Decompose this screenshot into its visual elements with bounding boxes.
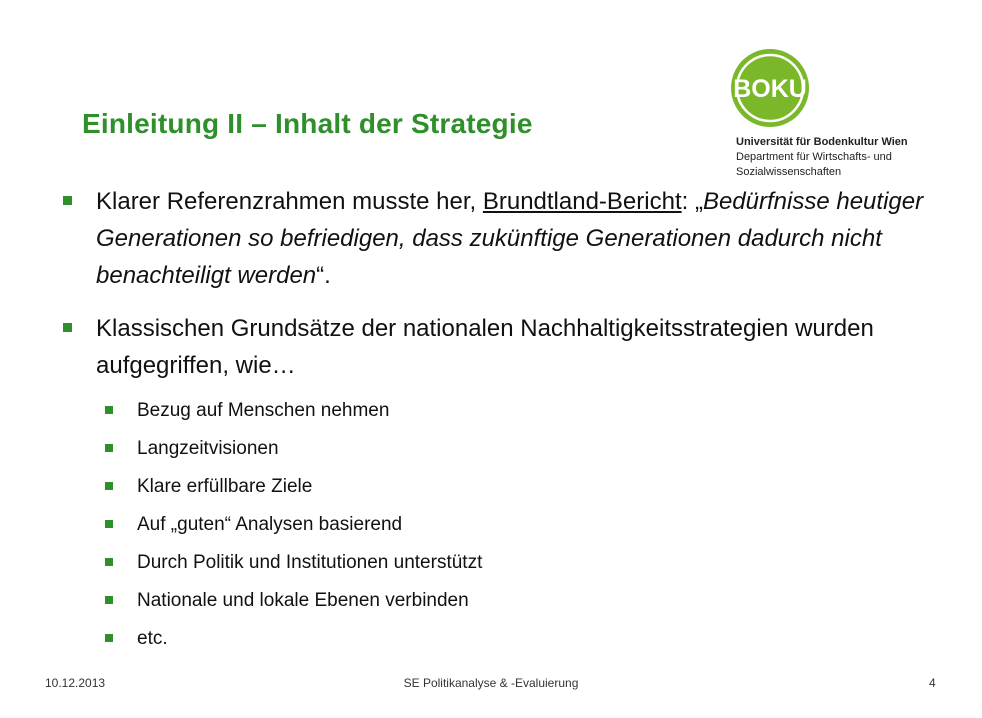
bullet-item [60,310,930,384]
page-number: 4 [929,676,936,690]
square-bullet-icon [105,596,113,604]
boku-logo [728,46,812,130]
sub-bullet-text: Langzeitvisionen [137,438,279,459]
square-bullet-icon [105,406,113,414]
sub-bullet-text: Nationale und lokale Ebenen verbinden [137,590,469,611]
institution-name: Universität für Bodenkultur Wien [736,136,908,148]
institution-block [736,135,966,180]
bullet-text-prefix: Klarer Referenzrahmen musste her, [96,188,483,215]
slide-content [60,183,930,658]
brundtland-quote: Bedürfnisse heutiger Generationen so befriedigen, dass zukünftige Generationen dadurch nicht benachteiligt werden [96,188,924,289]
square-bullet-icon [105,520,113,528]
department-line-1: Department für Wirtschafts- und [736,151,892,163]
square-bullet-icon [63,323,72,332]
square-bullet-icon [105,634,113,642]
brundtland-reference: Brundtland-Bericht [482,188,682,215]
square-bullet-icon [105,444,113,452]
sub-bullet-list [60,392,930,658]
square-bullet-icon [105,558,113,566]
sub-bullet-item [60,620,930,658]
sub-bullet-text: Bezug auf Menschen nehmen [137,400,390,421]
sub-bullet-text: Durch Politik und Institutionen unterstützt [137,552,483,573]
square-bullet-icon [63,196,72,205]
sub-bullet-item [60,506,930,544]
sub-bullet-item [60,430,930,468]
sub-bullet-item [60,544,930,582]
department-line-2: Sozialwissenschaften [736,166,842,178]
bullet-item [60,183,930,294]
bullet-text: Klassischen Grundsätze der nationalen Nachhaltigkeitsstrategien wurden aufgegriffen, wie… [96,315,874,379]
quote-close: “. [316,262,331,289]
sub-bullet-item [60,582,930,620]
logo-text: BOKU [733,75,807,103]
quote-open: : „ [681,188,703,215]
slide-title: Einleitung II – Inhalt der Strategie [82,108,533,139]
square-bullet-icon [105,482,113,490]
sub-bullet-text: etc. [137,628,168,649]
footer-course: SE Politikanalyse & -Evaluierung [403,676,579,690]
sub-bullet-text: Klare erfüllbare Ziele [137,476,313,497]
footer-date: 10.12.2013 [45,676,106,690]
sub-bullet-item [60,468,930,506]
sub-bullet-text: Auf „guten“ Analysen basierend [137,514,403,535]
sub-bullet-item [60,392,930,430]
